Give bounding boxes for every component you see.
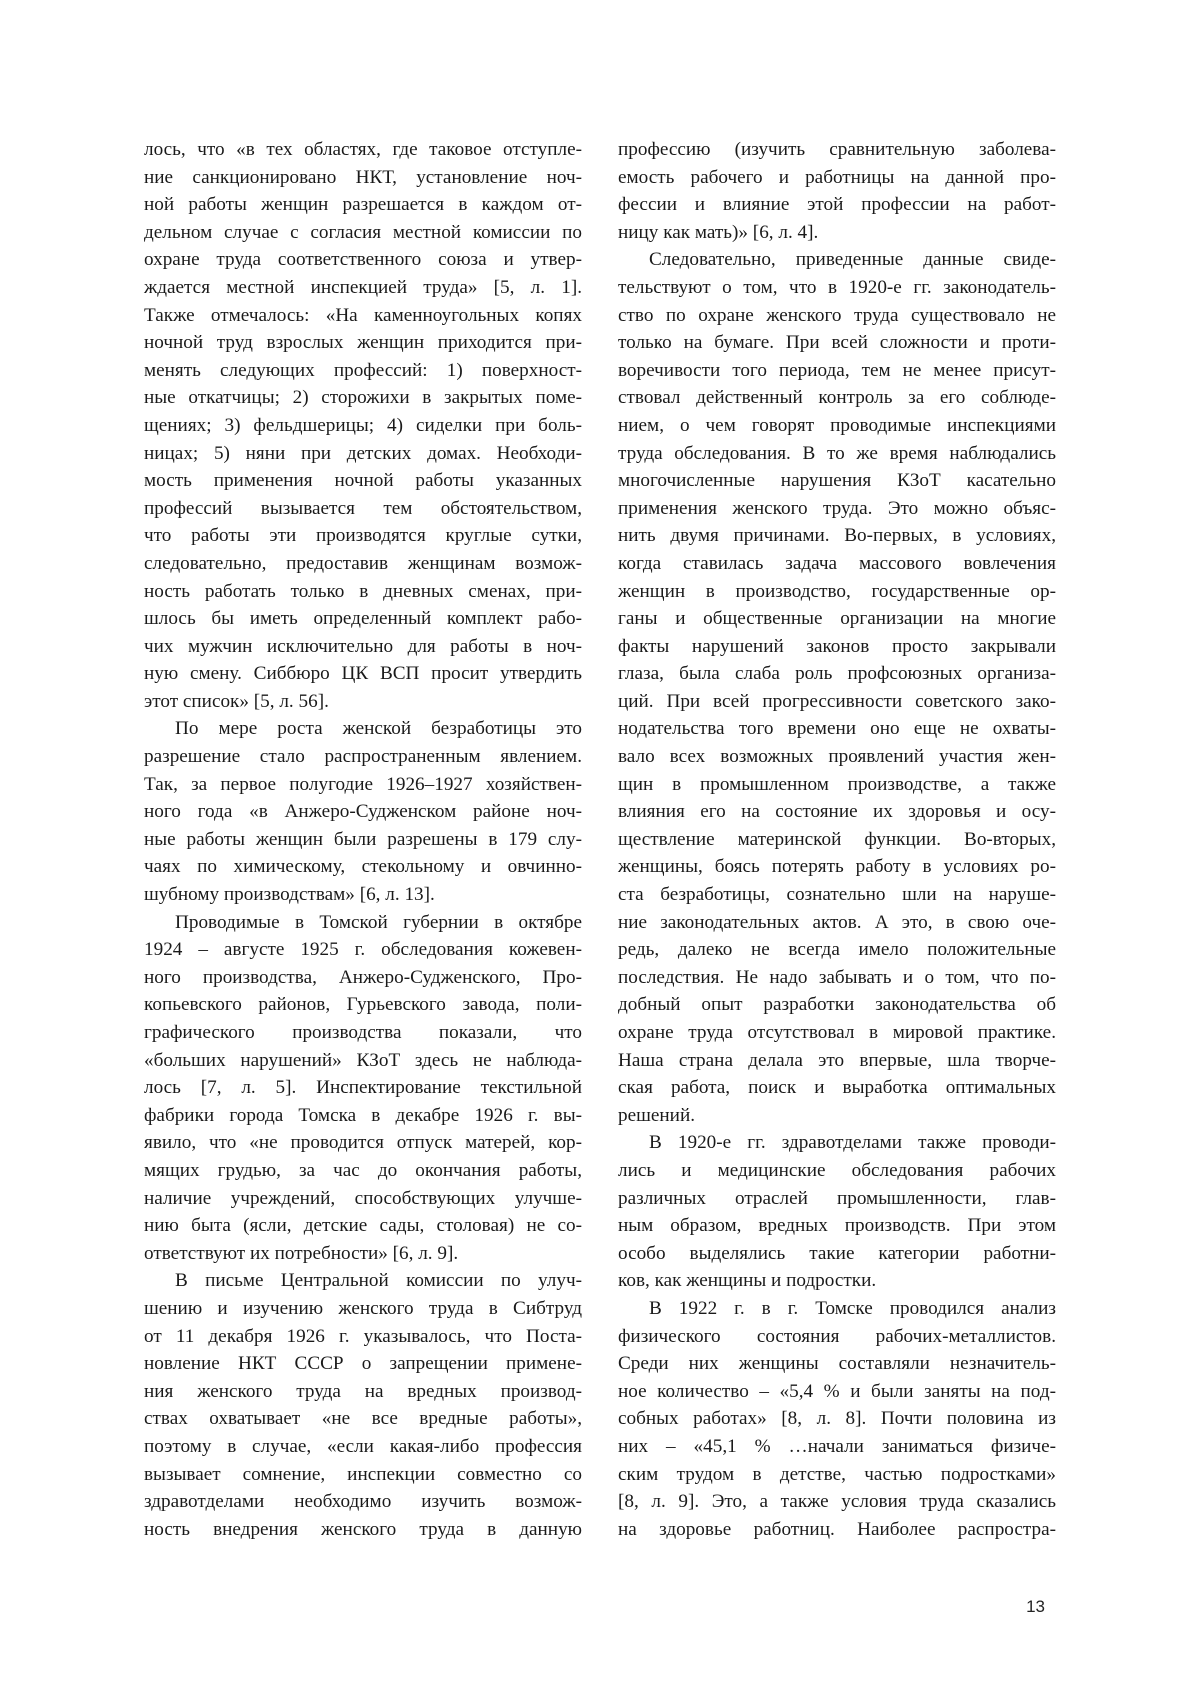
text-line: шлось бы иметь определенный комплект рабо- — [144, 608, 582, 630]
text-line: Среди них женщины составляли незначитель- — [618, 1353, 1056, 1375]
text-line: от 11 декабря 1926 г. указывалось, что Поста- — [144, 1325, 582, 1347]
text-line: ную смену. Сиббюро ЦК ВСП просит утвердить — [144, 663, 582, 685]
text-line: различных отраслей промышленности, глав- — [618, 1187, 1056, 1209]
text-line: ствах охватывает «не все вредные работы», — [144, 1408, 582, 1430]
text-line: на здоровье работниц. Наиболее распростра- — [618, 1518, 1056, 1540]
right-text-column — [618, 136, 1056, 1543]
text-line: особо выделялись такие категории работни- — [618, 1242, 1056, 1264]
text-line: решений. — [618, 1104, 696, 1126]
text-line: труда обследования. В то же время наблюдались — [618, 442, 1056, 464]
text-line: ским трудом в детстве, частью подростками» — [618, 1463, 1056, 1485]
text-line: них – «45,1 % …начали заниматься физиче- — [618, 1435, 1056, 1457]
text-line: тельствуют о том, что в 1920-е гг. законодатель- — [618, 276, 1056, 298]
text-line: факты нарушений законов просто закрывали — [618, 635, 1056, 657]
text-line: копьевского районов, Гурьевского завода, поли- — [144, 994, 582, 1016]
text-line: ствовал действенный контроль за его соблюде- — [618, 387, 1056, 409]
text-line: новление НКТ СССР о запрещении примене- — [144, 1353, 582, 1375]
text-line: ное количество – «5,4 % и были заняты на под- — [618, 1380, 1056, 1402]
text-line: нием, о чем говорят проводимые инспекциями — [618, 414, 1056, 436]
text-line: ного производства, Анжеро-Судженского, Про- — [144, 966, 582, 988]
text-line: чих мужчин исключительно для работы в ноч- — [144, 635, 582, 657]
text-line: В 1920-е гг. здравотделами также проводи- — [649, 1132, 1056, 1154]
page-number: 13 — [1026, 1597, 1045, 1616]
text-line: В письме Центральной комиссии по улуч- — [175, 1270, 582, 1292]
text-line: многочисленные нарушения КЗоТ касательно — [618, 470, 1056, 492]
text-line: ность работать только в дневных сменах, при- — [144, 580, 582, 602]
text-line: [8, л. 9]. Это, а также условия труда сказались — [618, 1491, 1056, 1513]
text-line: Также отмечалось: «На каменноугольных копях — [144, 304, 582, 326]
text-line: фабрики города Томска в декабре 1926 г. вы- — [144, 1104, 582, 1126]
text-line: ность внедрения женского труда в данную — [144, 1518, 582, 1540]
text-line: чаях по химическому, стекольному и овчинно- — [144, 856, 582, 878]
text-line: В 1922 г. в г. Томске проводился анализ — [649, 1297, 1056, 1319]
text-line: явило, что «не проводится отпуск матерей, кор- — [144, 1132, 582, 1154]
text-line: ния женского труда на вредных производ- — [144, 1380, 582, 1402]
text-line: графического производства показали, что — [144, 1022, 582, 1043]
text-line: ответствуют их потребности» [6, л. 9]. — [144, 1242, 459, 1264]
text-line: ществление материнской функции. Во-вторых, — [618, 828, 1056, 850]
text-line: физического состояния рабочих-металлистов. — [618, 1325, 1056, 1347]
text-line: ного года «в Анжеро-Судженском районе ноч- — [144, 801, 582, 823]
text-line: лись и медицинские обследования рабочих — [618, 1159, 1056, 1181]
text-line: ций. При всей прогрессивности советского зако- — [618, 690, 1056, 712]
text-line: наличие учреждений, способствующих улучше- — [144, 1187, 582, 1209]
text-line: ская работа, поиск и выработка оптимальных — [618, 1077, 1056, 1099]
text-line: глаза, была слаба роль профсоюзных организа- — [618, 663, 1056, 685]
text-line: применения женского труда. Это можно объяс- — [618, 497, 1056, 519]
text-line: ков, как женщины и подростки. — [618, 1270, 877, 1292]
text-line: Проводимые в Томской губернии в октябре — [175, 911, 582, 933]
text-line: вало всех возможных проявлений участия жен- — [618, 746, 1056, 768]
text-line: профессию (изучить сравнительную заболева- — [618, 139, 1056, 160]
text-line: ство по охране женского труда существовало не — [618, 304, 1056, 326]
text-line: Наша страна делала это впервые, шла творче- — [618, 1049, 1056, 1071]
text-line: Так, за первое полугодие 1926–1927 хозяйствен- — [144, 773, 582, 795]
text-line: дельном случае с согласия местной комиссии по — [144, 221, 582, 243]
text-line: ным образом, вредных производств. При этом — [618, 1215, 1056, 1237]
text-line: женщин в производство, государственные ор- — [618, 580, 1056, 602]
text-line: вызывает сомнение, инспекции совместно со — [144, 1463, 582, 1485]
text-line: профессий вызывается тем обстоятельством, — [144, 497, 582, 519]
text-line: лось, что «в тех областях, где таковое отступле- — [144, 139, 582, 160]
text-line: ные работы женщин были разрешены в 179 слу- — [144, 828, 582, 850]
text-line: По мере роста женской безработицы это — [175, 718, 582, 740]
text-line: воречивости того периода, тем не менее присут- — [618, 359, 1056, 381]
text-line: ста безработицы, сознательно шли на наруше- — [618, 884, 1056, 906]
text-line: ной работы женщин разрешается в каждом от- — [144, 194, 582, 216]
text-line: когда ставилась задача массового вовлечения — [618, 552, 1056, 574]
text-line: добный опыт разработки законодательства об — [618, 994, 1056, 1016]
text-line: собных работах» [8, л. 8]. Почти половина из — [618, 1408, 1056, 1430]
text-line: нодательства того времени оно еще не охваты- — [618, 718, 1056, 740]
text-line: ночной труд взрослых женщин приходится при- — [144, 332, 582, 354]
text-line: только на бумаге. При всей сложности и проти- — [618, 332, 1056, 354]
text-line: этот список» [5, л. 56]. — [144, 690, 329, 712]
text-line: шению и изучению женского труда в Сибтруд — [144, 1297, 582, 1319]
text-line: нию быта (ясли, детские сады, столовая) не со- — [144, 1215, 582, 1237]
text-line: поэтому в случае, «если какая-либо профессия — [144, 1435, 582, 1457]
text-line: Следовательно, приведенные данные свиде- — [649, 249, 1056, 271]
text-line: нить двумя причинами. Во-первых, в условиях, — [618, 525, 1056, 547]
text-line: ждается местной инспекцией труда» [5, л. 1]. — [144, 276, 582, 298]
text-line: ницу как мать)» [6, л. 4]. — [618, 221, 819, 243]
text-line: щениях; 3) фельдшерицы; 4) сиделки при боль- — [144, 414, 582, 436]
text-line: мость применения ночной работы указанных — [144, 470, 582, 492]
text-line: менять следующих профессий: 1) поверхност- — [144, 359, 582, 381]
text-line: охране труда отсутствовал в мировой практике. — [618, 1022, 1056, 1043]
text-line: щин в промышленном производстве, а также — [618, 773, 1056, 795]
text-line: что работы эти производятся круглые сутки, — [144, 525, 582, 547]
text-line: ние санкционировано НКТ, установление ноч- — [144, 166, 582, 188]
text-line: ные откатчицы; 2) сторожихи в закрытых поме- — [144, 387, 582, 409]
text-line: ние законодательных актов. А это, в свою оче- — [618, 911, 1056, 933]
text-line: 1924 – августе 1925 г. обследования кожевен- — [144, 939, 582, 961]
text-line: женщины, боясь потерять работу в условиях ро- — [618, 856, 1056, 878]
text-line: разрешение стало распространенным явлением. — [144, 746, 582, 768]
text-line: мящих грудью, за час до окончания работы, — [144, 1159, 582, 1181]
text-line: ницах; 5) няни при детских домах. Необходи- — [144, 442, 582, 464]
text-line: следовательно, предоставив женщинам возмож- — [144, 552, 582, 574]
text-line: лось [7, л. 5]. Инспектирование текстильной — [144, 1077, 582, 1099]
text-line: влияния его на состояние их здоровья и осу- — [618, 801, 1056, 823]
text-line: ганы и общественные организации на многие — [618, 608, 1056, 630]
text-line: шубному производствам» [6, л. 13]. — [144, 884, 435, 906]
text-line: «больших нарушений» КЗоТ здесь не наблюда- — [144, 1049, 582, 1071]
text-line: редь, далеко не всегда имело положительные — [618, 939, 1056, 961]
text-line: последствия. Не надо забывать и о том, что по- — [618, 966, 1056, 988]
text-line: охране труда соответственного союза и утвер- — [144, 249, 582, 271]
text-line: фессии и влияние этой профессии на работ- — [618, 194, 1056, 216]
text-line: емость рабочего и работницы на данной про- — [618, 166, 1056, 188]
left-text-column — [144, 136, 582, 1543]
text-line: здравотделами необходимо изучить возмож- — [144, 1491, 582, 1513]
